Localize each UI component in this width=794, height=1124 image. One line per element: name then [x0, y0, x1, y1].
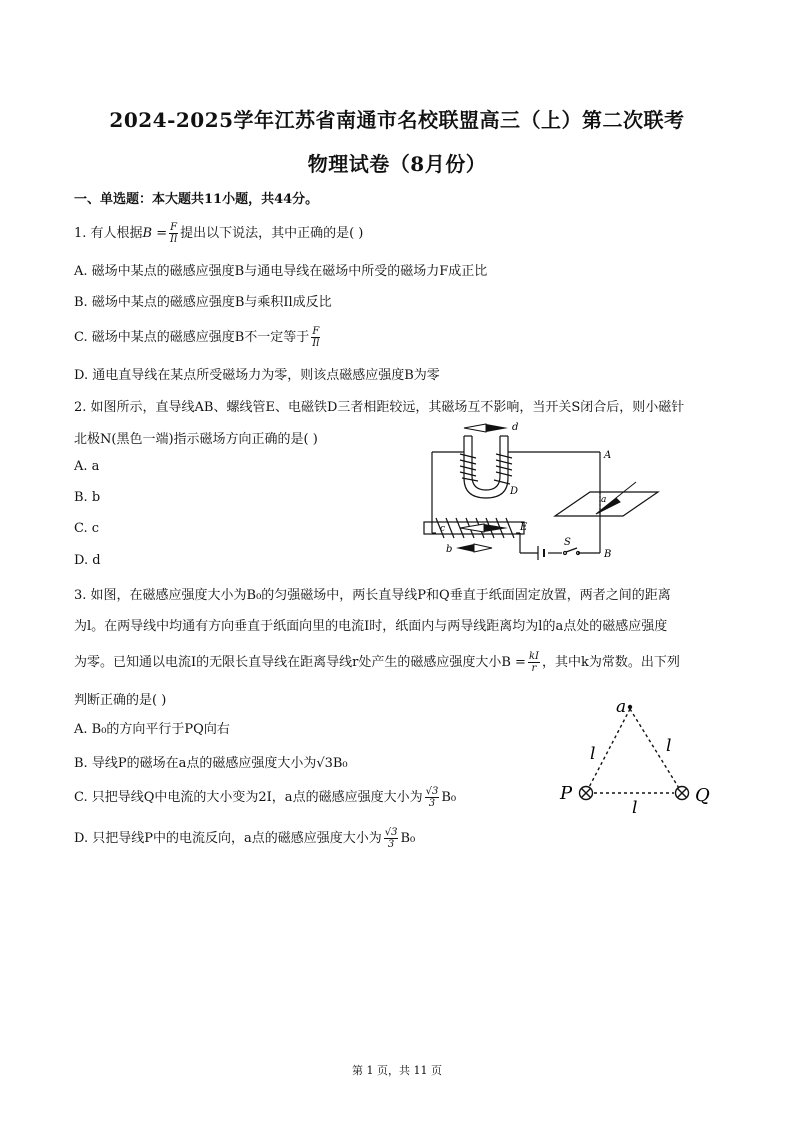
- label-b: b: [446, 544, 453, 555]
- q2-option-a: A. a: [74, 459, 100, 474]
- wire-q-cross-icon: [676, 787, 689, 800]
- needle-b: [456, 544, 492, 552]
- q3-option-d-num: √3: [384, 827, 398, 838]
- label-l-left: l: [590, 744, 596, 764]
- q3-stem-line1: 3. 如图，在磁感应强度大小为B₀的匀强磁场中，两长直导线P和Q垂直于纸面固定放置，两者之间的距离: [74, 588, 671, 603]
- q1-option-d: D. 通电直导线在某点所受磁场力为零，则该点磁感应强度B为零: [74, 368, 440, 383]
- q1-option-c-text: C. 磁场中某点的磁感应强度B不一定等于: [74, 330, 310, 345]
- wire-p-cross-icon: [580, 787, 593, 800]
- q1-option-c: [74, 326, 322, 349]
- paper-subtitle: 物理试卷（8月份）: [307, 152, 487, 176]
- q1-stem: [74, 222, 363, 245]
- label-S: S: [564, 537, 571, 548]
- q1-formula-num: F: [170, 222, 178, 233]
- label-A: A: [604, 450, 612, 461]
- label-a: a: [601, 495, 607, 505]
- q2-stem-line1: 2. 如图所示，直导线AB、螺线管E、电磁铁D三者相距较远，其磁场互不影响，当开关S闭合后，则小磁针: [74, 400, 685, 415]
- q3-triangle-figure: [548, 695, 728, 820]
- paper-title: 2024-2025学年江苏省南通市名校联盟高三（上）第二次联考: [109, 108, 685, 132]
- q1-option-c-den: Il: [312, 338, 320, 349]
- q1-option-a: A. 磁场中某点的磁感应强度B与通电导线在磁场中所受的磁场力F成正比: [74, 264, 488, 279]
- q1-formula-lhs: B =: [142, 226, 168, 241]
- q3-option-d-suffix: B₀: [400, 831, 416, 846]
- label-l-bottom: l: [632, 798, 638, 818]
- q1-stem-suffix: 提出以下说法，其中正确的是( ): [180, 226, 364, 241]
- label-l-right: l: [666, 736, 672, 756]
- q1-option-b: B. 磁场中某点的磁感应强度B与乘积Il成反比: [74, 295, 332, 310]
- q3-stem-line4: 判断正确的是( ): [74, 693, 167, 708]
- label-c: c: [440, 524, 446, 534]
- q3-option-c-suffix: B₀: [441, 790, 457, 805]
- q3-option-b: B. 导线P的磁场在a点的磁感应强度大小为√3B₀: [74, 756, 348, 771]
- q3-option-d-den: 3: [387, 839, 395, 850]
- q2-option-b: B. b: [74, 490, 101, 505]
- q3-stem-line3: [74, 651, 680, 674]
- q3-option-a: A. B₀的方向平行于PQ向右: [74, 722, 230, 737]
- q3-line3-den: r: [531, 663, 537, 674]
- q3-line3-fraction: [528, 651, 540, 674]
- q2-option-d: D. d: [74, 553, 101, 568]
- q1-option-c-num: F: [312, 326, 320, 337]
- point-a: [628, 705, 632, 709]
- label-d: d: [512, 422, 519, 433]
- section-heading: 一、单选题：本大题共11小题，共44分。: [74, 192, 319, 207]
- label-E: E: [520, 522, 528, 533]
- q2-circuit-figure: [420, 418, 665, 563]
- label-D: D: [510, 486, 519, 497]
- q2-stem-line2: 北极N(黑色一端)指示磁场方向正确的是( ): [74, 432, 318, 447]
- q3-option-c: [74, 786, 456, 809]
- q3-option-c-fraction: [425, 786, 440, 809]
- q3-option-d: [74, 827, 415, 850]
- q3-option-c-den: 3: [428, 798, 436, 809]
- q3-option-d-fraction: [384, 827, 399, 850]
- q3-line3-suffix: ，其中k为常数。出下列: [541, 655, 680, 670]
- label-B: B: [604, 549, 612, 560]
- q3-option-c-text: C. 只把导线Q中电流的大小变为2I，a点的磁感应强度大小为: [74, 790, 423, 805]
- q3-line3-prefix: 为零。已知通以电流I的无限长直导线在距离导线r处产生的磁感应强度大小B =: [74, 655, 526, 670]
- page-footer: 第 1 页，共 11 页: [352, 1064, 442, 1077]
- q1-formula-den: Il: [170, 234, 178, 245]
- q3-stem-line2: 为l。在两导线中均通有方向垂直于纸面向里的电流I时，纸面内与两导线距离均为l的a点处的磁感应强度: [74, 619, 668, 634]
- q3-option-c-num: √3: [425, 786, 439, 797]
- q3-option-d-text: D. 只把导线P中的电流反向，a点的磁感应强度大小为: [74, 831, 382, 846]
- label-a: a: [616, 697, 627, 717]
- label-Q: Q: [695, 785, 710, 806]
- q1-stem-prefix: 1. 有人根据: [74, 226, 143, 241]
- q1-formula-fraction: [169, 222, 178, 245]
- q2-option-c: C. c: [74, 521, 100, 536]
- label-P: P: [560, 783, 573, 804]
- q1-option-c-fraction: [311, 326, 320, 349]
- needle-d: [464, 424, 508, 432]
- q3-line3-num: kI: [528, 651, 539, 662]
